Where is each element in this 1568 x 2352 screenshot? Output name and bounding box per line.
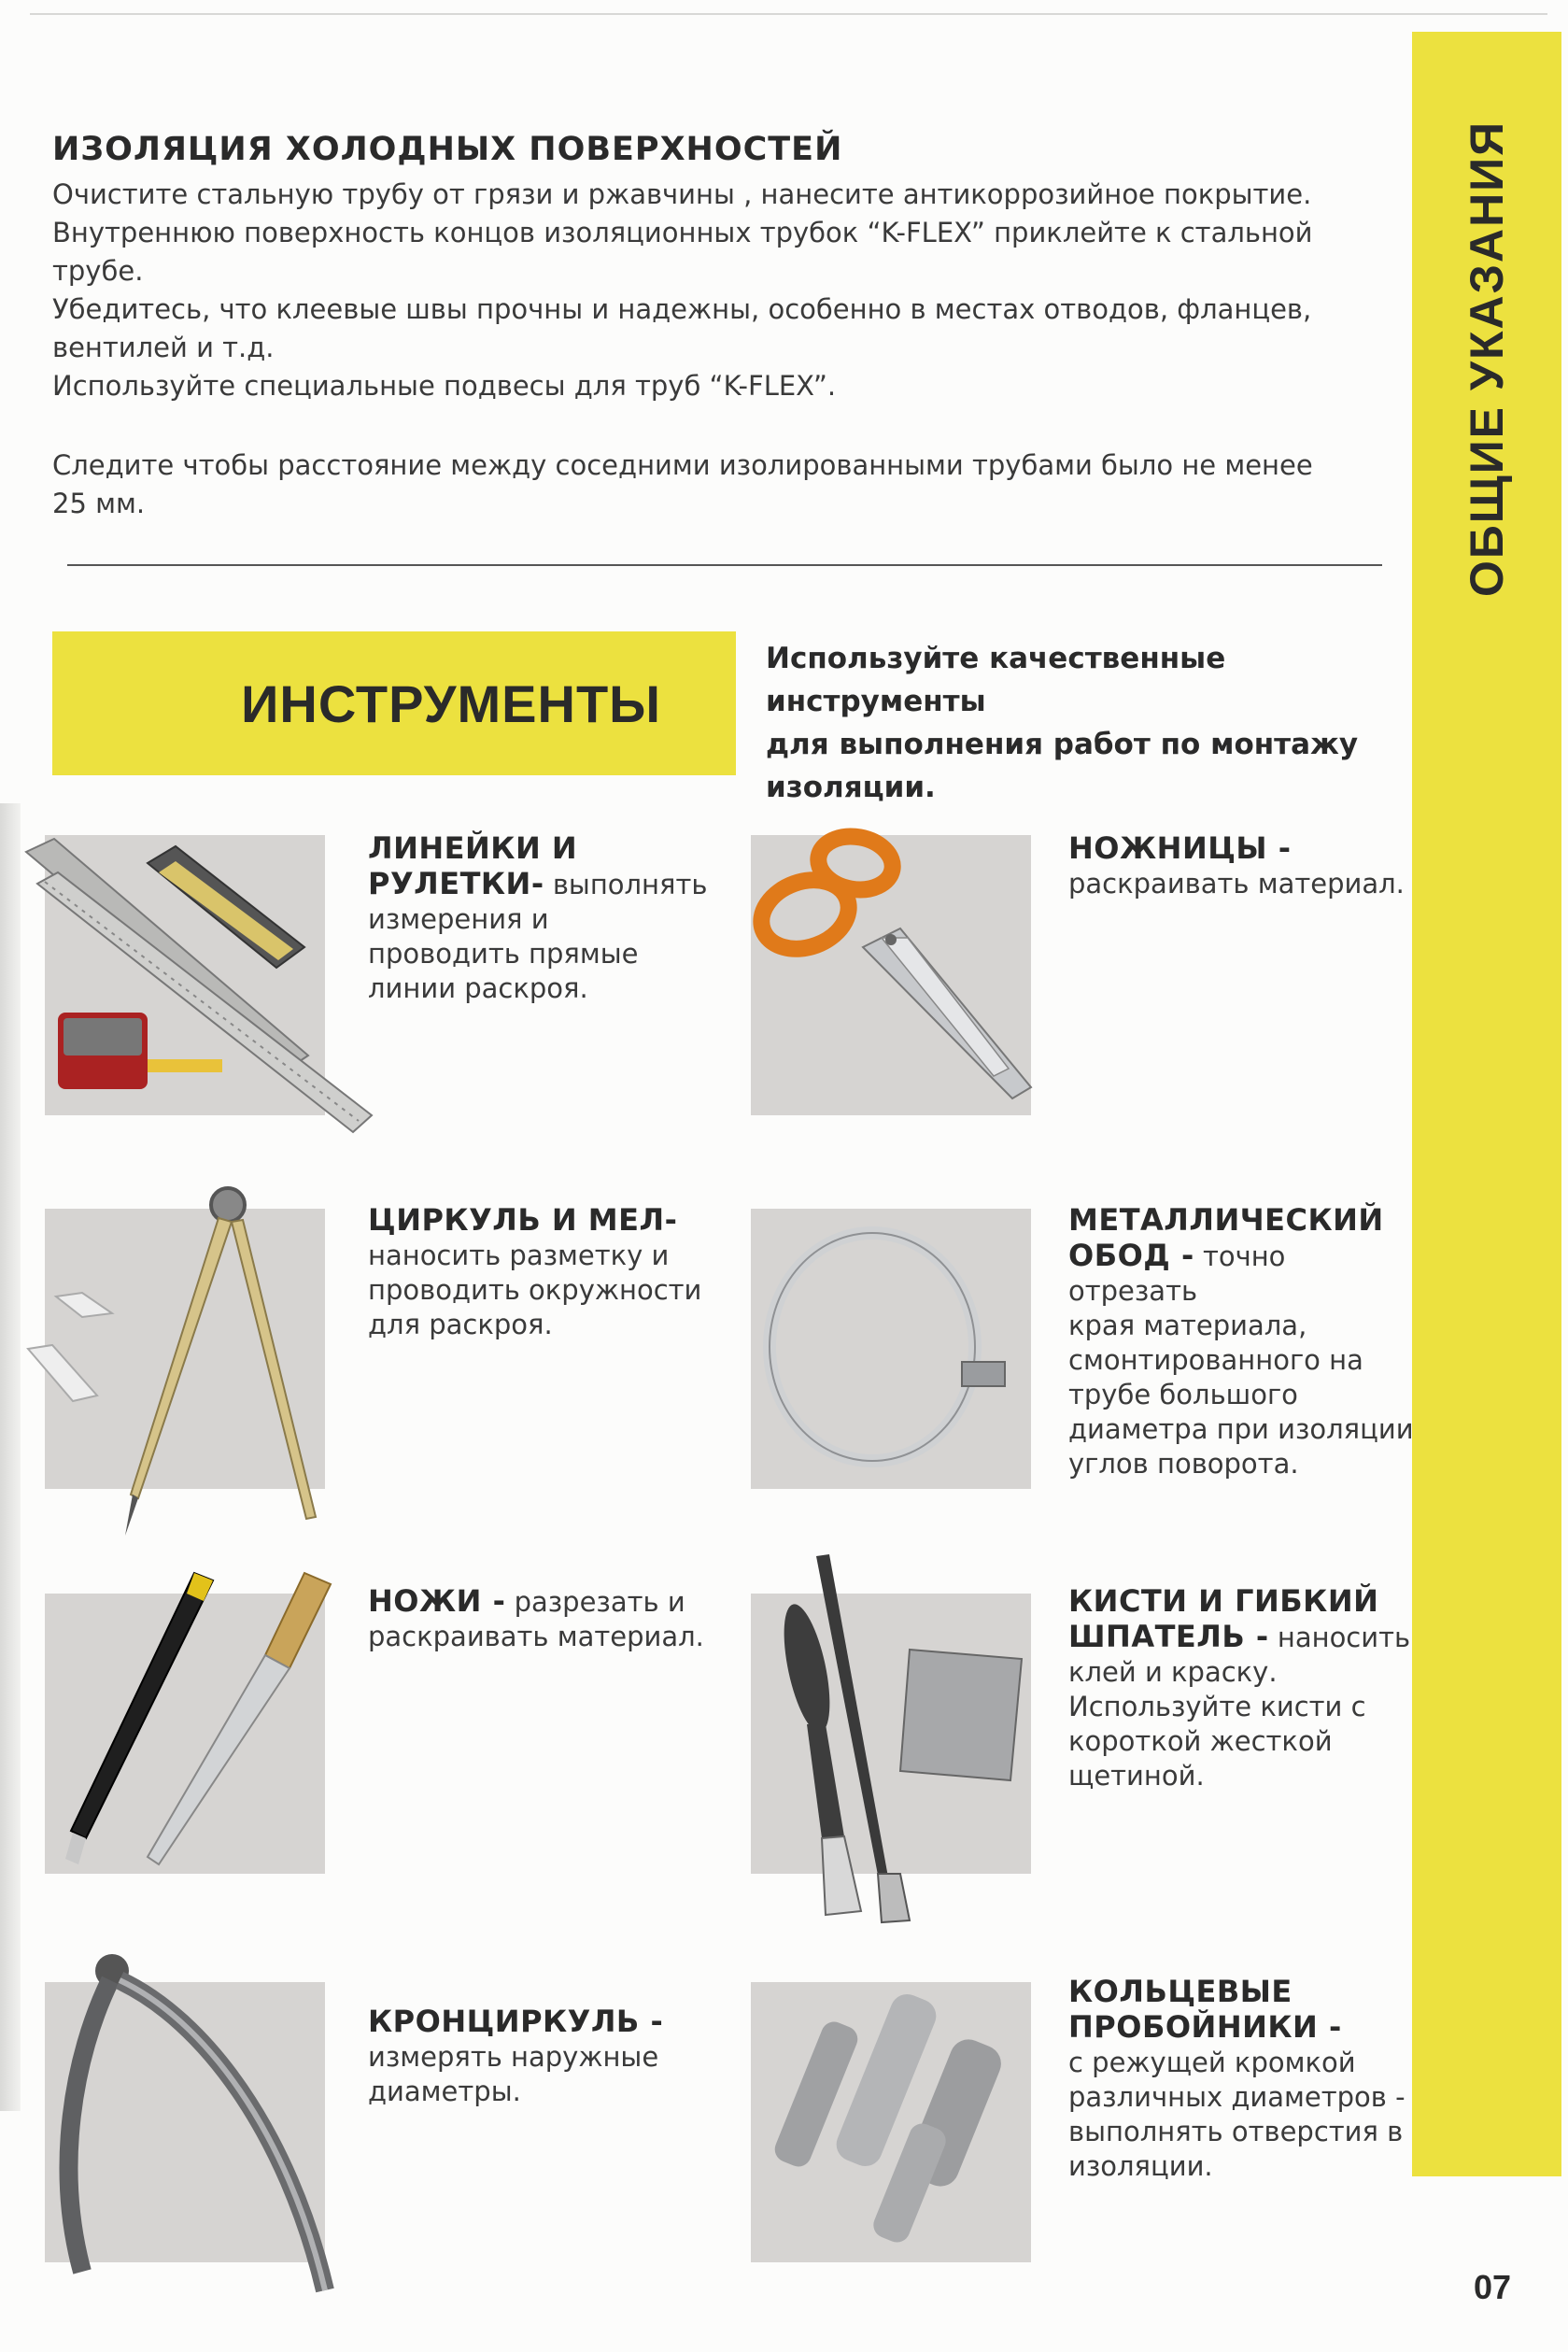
sidebar-title (1412, 32, 1561, 686)
tool-desc-line: наносить разметку и (368, 1240, 670, 1271)
tool-desc-line: края материала, (1068, 1310, 1307, 1341)
section-heading: ИЗОЛЯЦИЯ ХОЛОДНЫХ ПОВЕРХНОСТЕЙ (52, 131, 843, 168)
tool-title: ЦИРКУЛЬ И МЕЛ- (368, 1202, 678, 1238)
caliper-icon (45, 1982, 325, 2262)
body-line: Очистите стальную трубу от грязи и ржавчины , нанесите антикоррозийное покрытие. (52, 178, 1312, 210)
page-number: 07 (1473, 2268, 1512, 2306)
tool-description (1068, 831, 1405, 901)
tools-banner (52, 631, 736, 775)
tool-title: МЕТАЛЛИЧЕСКИЙ (1068, 1202, 1384, 1238)
tools-intro (766, 637, 1401, 809)
tools-intro-line: Используйте качественные инструменты (766, 642, 1226, 718)
tool-description (1068, 1584, 1414, 1793)
tools-intro-line: изоляции. (766, 771, 936, 804)
tool-title: КИСТИ И ГИБКИЙ (1068, 1583, 1379, 1619)
tool-desc-line: раскраивать материал. (368, 1621, 704, 1652)
body-line: трубе. (52, 255, 144, 287)
tool-desc-line: разрезать и (514, 1586, 685, 1618)
body-line: Внутреннюю поверхность концов изоляционных трубок “K-FLEX” приклейте к стальной (52, 217, 1313, 248)
tool-desc-line: короткой жесткой (1068, 1725, 1333, 1757)
tool-desc-line: диаметра при изоляции (1068, 1413, 1414, 1445)
ruler-icon (45, 835, 325, 1115)
tool-desc-line: проводить окружности (368, 1274, 702, 1306)
body-line: Убедитесь, что клеевые швы прочны и надежны, особенно в местах отводов, фланцев, (52, 293, 1312, 325)
tool-desc-line: линии раскроя. (368, 972, 588, 1004)
tool-desc-line: выполнять отверстия в (1068, 2116, 1404, 2147)
knife-icon (45, 1594, 325, 1874)
tool-desc-line: изоляции. (1068, 2150, 1213, 2182)
tool-desc-line: наносить (1277, 1622, 1411, 1653)
section-divider (67, 564, 1382, 566)
tool-desc-line: различных диаметров - (1068, 2081, 1406, 2113)
tool-desc-line: измерения и (368, 903, 549, 935)
tool-title: НОЖИ - (368, 1583, 506, 1619)
tool-desc-line: диаметры. (368, 2076, 521, 2107)
tool-title: РУЛЕТКИ- (368, 866, 544, 901)
tool-desc-line: Используйте кисти с (1068, 1691, 1366, 1722)
tool-desc-line: измерять наружные (368, 2041, 659, 2073)
tool-desc-line: трубе большого (1068, 1379, 1298, 1410)
tool-title: НОЖНИЦЫ - (1068, 830, 1292, 866)
tool-desc-line: смонтированного на (1068, 1344, 1363, 1376)
tool-title: КРОНЦИРКУЛЬ - (368, 2004, 664, 2039)
tool-description (368, 1203, 723, 1342)
tool-desc-line: проводить прямые (368, 938, 639, 970)
tool-desc-line: с режущей кромкой (1068, 2047, 1356, 2078)
body-line: Используйте специальные подвесы для труб “K-FLEX”. (52, 370, 837, 402)
tools-banner-title: ИНСТРУМЕНТЫ (241, 673, 661, 733)
tool-title: ШПАТЕЛЬ - (1068, 1619, 1269, 1654)
tool-description (368, 831, 723, 1006)
note-line: Следите чтобы расстояние между соседними изолированными трубами было не менее (52, 449, 1313, 481)
tool-title: ОБОД - (1068, 1238, 1194, 1273)
tools-intro-line: для выполнения работ по монтажу (766, 728, 1359, 761)
hole-punch-icon (751, 1982, 1031, 2262)
tool-description (368, 1584, 723, 1654)
tool-desc-line: щетиной. (1068, 1760, 1205, 1792)
note-line: 25 мм. (52, 488, 146, 519)
scissors-icon (751, 835, 1031, 1115)
page-fold-shadow (0, 803, 21, 2111)
tool-description (1068, 1975, 1414, 2184)
compass-icon (45, 1209, 325, 1489)
tool-title: ЛИНЕЙКИ И (368, 830, 578, 866)
body-line: вентилей и т.д. (52, 332, 275, 363)
metal-hoop-icon (751, 1209, 1031, 1489)
tool-title: ПРОБОЙНИКИ - (1068, 2009, 1342, 2045)
tool-desc-line: для раскроя. (368, 1309, 553, 1340)
tool-desc-line: углов поворота. (1068, 1448, 1299, 1480)
tool-description (1068, 1203, 1414, 1481)
tool-desc-line: выполнять (552, 869, 708, 900)
tool-title: КОЛЬЦЕВЫЕ (1068, 1974, 1293, 2009)
tool-desc-line: точно отрезать (1068, 1240, 1286, 1307)
top-rule (30, 13, 1547, 15)
sidebar-title-text: ОБЩИЕ УКАЗАНИЯ (1461, 120, 1514, 598)
tool-desc-line: клей и краску. (1068, 1656, 1278, 1688)
tool-desc-line: раскраивать материал. (1068, 868, 1405, 900)
tool-description (368, 2005, 723, 2109)
brush-icon (751, 1594, 1031, 1874)
